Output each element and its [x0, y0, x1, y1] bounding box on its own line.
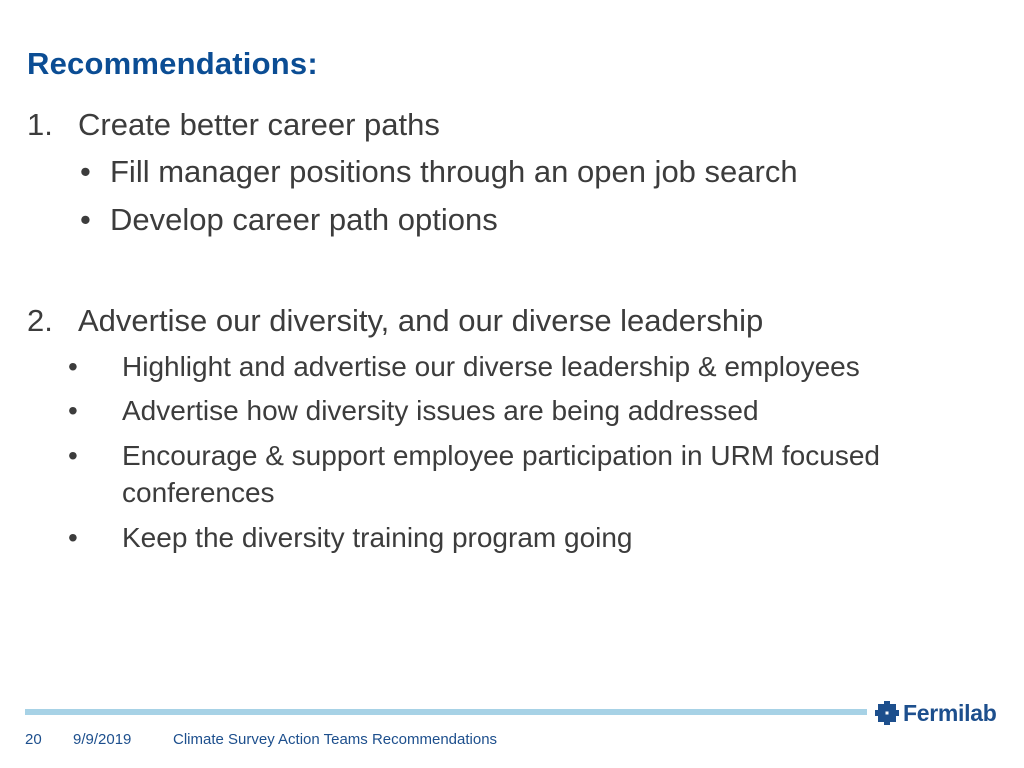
section-2-bullet-1-text: Highlight and advertise our diverse leadership & employees — [122, 351, 860, 382]
footer-date: 9/9/2019 — [73, 731, 132, 748]
section-1-bullet-1-text: Fill manager positions through an open job search — [110, 154, 798, 189]
bullet-marker: • — [68, 440, 78, 471]
section-1-bullet-1 — [80, 154, 798, 190]
section-2-heading: Advertise our diversity, and our diverse leadership — [78, 303, 764, 338]
section-2-bullet-4-text: Keep the diversity training program going — [122, 522, 633, 553]
fermilab-logo-text: Fermilab — [903, 699, 997, 726]
fermilab-logo-icon — [875, 701, 899, 725]
section-1-number: 1. — [27, 107, 53, 142]
section-2-number: 2. — [27, 303, 53, 338]
section-2-bullet-2-text: Advertise how diversity issues are being addressed — [122, 395, 759, 426]
section-2-bullet-3 — [68, 440, 880, 472]
bullet-marker: • — [68, 351, 78, 382]
section-2-bullet-3-continuation: conferences — [122, 477, 275, 508]
fermilab-logo — [875, 700, 996, 726]
bullet-marker: • — [68, 522, 78, 553]
bullet-marker: • — [80, 154, 91, 189]
slide-title: Recommendations: — [27, 46, 318, 81]
section-2-bullet-2 — [68, 395, 759, 427]
section-1-bullet-2-text: Develop career path options — [110, 202, 498, 237]
section-1-bullet-2 — [80, 202, 498, 238]
section-1-heading: Create better career paths — [78, 107, 440, 142]
bullet-marker: • — [68, 395, 78, 426]
footer-divider-bar — [25, 709, 867, 715]
section-2-bullet-4 — [68, 522, 633, 554]
section-2-bullet-3-text: Encourage & support employee participation in URM focused — [122, 440, 880, 471]
footer-caption: Climate Survey Action Teams Recommendations — [173, 731, 498, 748]
section-2-bullet-1 — [68, 351, 860, 383]
bullet-marker: • — [80, 202, 91, 237]
page-number: 20 — [25, 731, 42, 748]
